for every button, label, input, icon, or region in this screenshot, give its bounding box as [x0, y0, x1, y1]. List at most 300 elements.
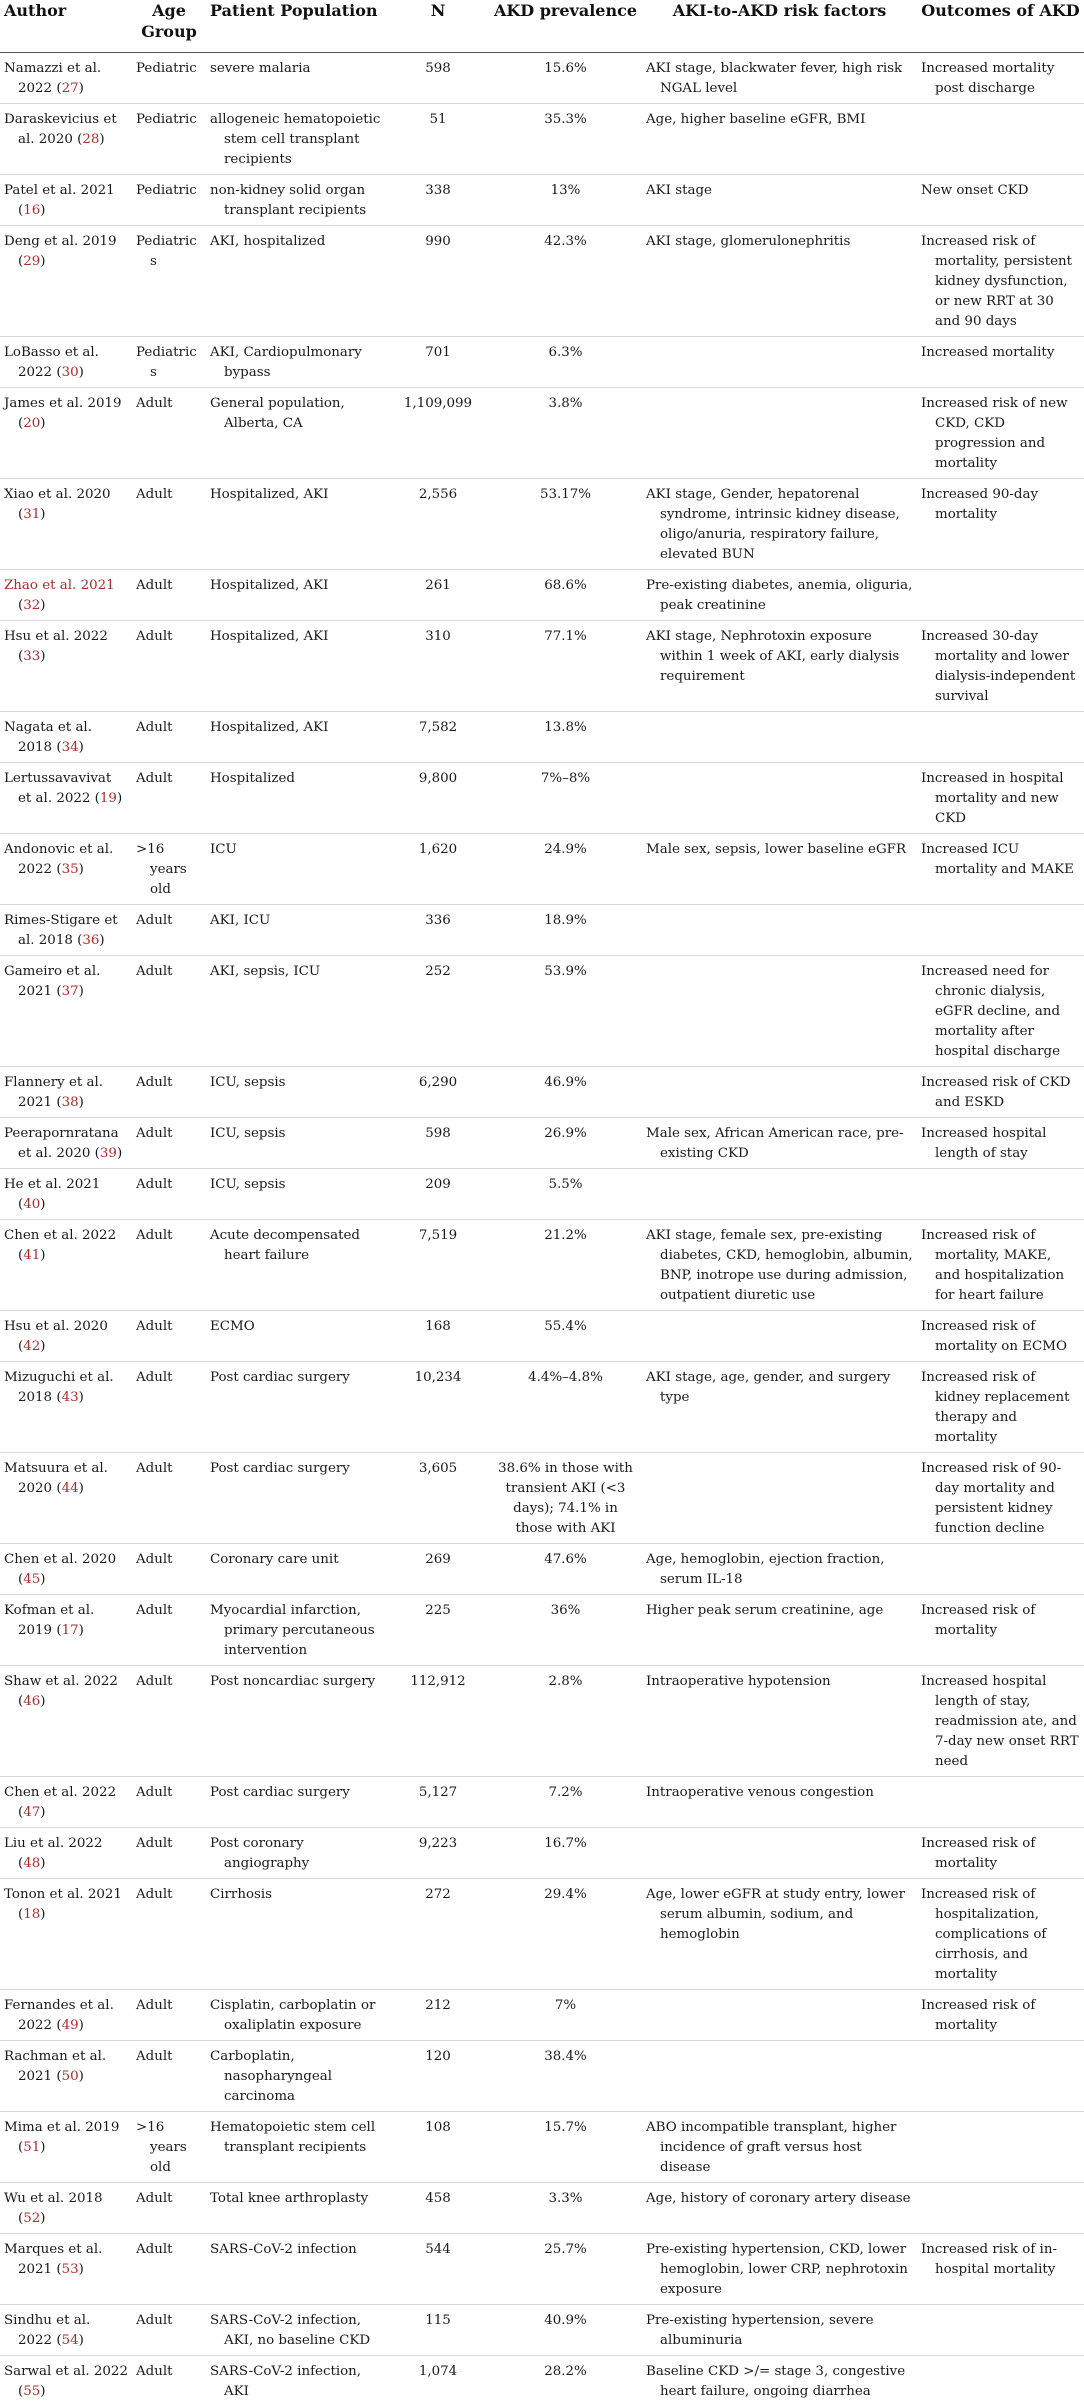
- cell-population: [206, 1879, 387, 1990]
- cell-n-text: 272: [425, 1887, 451, 1902]
- cell-n: [387, 388, 489, 479]
- cell-author: [0, 1067, 132, 1118]
- cell-age-group-text: Adult: [136, 1175, 202, 1195]
- cell-population: [206, 570, 387, 621]
- cell-age-group: [132, 2234, 206, 2305]
- cell-population: [206, 1169, 387, 1220]
- cell-author: [0, 175, 132, 226]
- cell-author: [0, 2356, 132, 2406]
- cell-age-group-text: Adult: [136, 1783, 202, 1803]
- reference-link[interactable]: 52: [23, 2211, 40, 2226]
- reference-link[interactable]: 44: [62, 1481, 79, 1496]
- cell-risk-factors: [642, 1990, 917, 2041]
- reference-link[interactable]: 48: [23, 1856, 40, 1871]
- cell-prevalence: [489, 175, 642, 226]
- cell-population-text: AKI, sepsis, ICU: [210, 962, 383, 982]
- cell-population-text: Acute decompensated heart failure: [210, 1226, 383, 1266]
- cell-n-text: 9,800: [419, 771, 457, 786]
- reference-link[interactable]: 41: [23, 1248, 40, 1263]
- author-entry: Flannery et al. 2021 (38): [4, 1073, 128, 1113]
- reference-link[interactable]: 34: [62, 740, 79, 755]
- author-entry: LoBasso et al. 2022 (30): [4, 343, 128, 383]
- cell-population: [206, 479, 387, 570]
- author-entry: James et al. 2019 (20): [4, 394, 128, 434]
- cell-author: [0, 1666, 132, 1777]
- table-row: [0, 226, 1084, 337]
- cell-age-group: [132, 834, 206, 905]
- cell-n: [387, 1595, 489, 1666]
- cell-age-group-text: Adult: [136, 1834, 202, 1854]
- cell-outcome-text: Increased hospital length of stay: [921, 1124, 1080, 1164]
- cell-prevalence-text: 13%: [551, 183, 581, 198]
- cell-risk-factors: [642, 1544, 917, 1595]
- cell-prevalence: [489, 1220, 642, 1311]
- cell-author: [0, 905, 132, 956]
- author-entry: Fernandes et al. 2022 (49): [4, 1996, 128, 2036]
- cell-author: [0, 2112, 132, 2183]
- author-name: Hsu et al. 2022: [4, 629, 108, 644]
- table-row: [0, 1453, 1084, 1544]
- cell-population-text: Total knee arthroplasty: [210, 2189, 383, 2209]
- cell-population: [206, 763, 387, 834]
- header-n: N: [387, 0, 489, 53]
- cell-risk-factors-text: Pre-existing hypertension, CKD, lower hemoglobin, lower CRP, nephrotoxin exposure: [646, 2240, 913, 2300]
- cell-age-group: [132, 2183, 206, 2234]
- cell-prevalence-text: 6.3%: [548, 345, 582, 360]
- cell-risk-factors-text: Age, history of coronary artery disease: [646, 2189, 913, 2209]
- cell-prevalence-text: 18.9%: [544, 913, 587, 928]
- table-row: [0, 1118, 1084, 1169]
- cell-prevalence-text: 53.17%: [540, 487, 591, 502]
- cell-age-group: [132, 226, 206, 337]
- cell-n: [387, 175, 489, 226]
- reference-link[interactable]: 45: [23, 1572, 40, 1587]
- cell-n-text: 458: [425, 2191, 451, 2206]
- author-name: Chen et al. 2022: [4, 1785, 116, 1800]
- table-row: [0, 1311, 1084, 1362]
- cell-population: [206, 175, 387, 226]
- reference-link[interactable]: 39: [100, 1146, 117, 1161]
- cell-population: [206, 1311, 387, 1362]
- cell-outcome: [917, 1169, 1084, 1220]
- reference-link[interactable]: 49: [62, 2018, 79, 2033]
- cell-age-group-text: Adult: [136, 1601, 202, 1621]
- cell-risk-factors: [642, 1777, 917, 1828]
- author-entry: Marques et al. 2021 (53): [4, 2240, 128, 2280]
- header-author: Author: [0, 0, 132, 53]
- table-body: [0, 53, 1084, 2406]
- cell-n: [387, 621, 489, 712]
- cell-risk-factors: [642, 337, 917, 388]
- cell-age-group-text: Adult: [136, 485, 202, 505]
- cell-outcome: [917, 53, 1084, 104]
- cell-n-text: 7,582: [419, 720, 457, 735]
- cell-population-text: Post cardiac surgery: [210, 1783, 383, 1803]
- table-row: [0, 1220, 1084, 1311]
- cell-population-text: ICU: [210, 840, 383, 860]
- cell-age-group-text: Adult: [136, 911, 202, 931]
- author-entry: Hsu et al. 2020 (42): [4, 1317, 128, 1357]
- cell-n: [387, 834, 489, 905]
- cell-outcome: [917, 2234, 1084, 2305]
- cell-n-text: 1,074: [419, 2364, 457, 2379]
- cell-prevalence: [489, 905, 642, 956]
- author-name: Sindhu et al. 2022: [4, 2313, 90, 2348]
- reference-link[interactable]: 35: [62, 862, 79, 877]
- reference-link[interactable]: 42: [23, 1339, 40, 1354]
- cell-population: [206, 712, 387, 763]
- cell-author: [0, 1311, 132, 1362]
- cell-risk-factors-text: AKI stage: [646, 181, 913, 201]
- table-header: [0, 0, 1084, 53]
- cell-risk-factors: [642, 2183, 917, 2234]
- cell-outcome: [917, 479, 1084, 570]
- reference-link[interactable]: 33: [23, 649, 40, 664]
- author-name: Marques et al. 2021: [4, 2242, 102, 2277]
- cell-age-group: [132, 337, 206, 388]
- cell-n: [387, 2041, 489, 2112]
- cell-outcome: [917, 175, 1084, 226]
- reference-link[interactable]: 38: [62, 1095, 79, 1110]
- cell-prevalence: [489, 1067, 642, 1118]
- table-row: [0, 388, 1084, 479]
- cell-author: [0, 1220, 132, 1311]
- author-entry: Sindhu et al. 2022 (54): [4, 2311, 128, 2351]
- cell-outcome: [917, 1362, 1084, 1453]
- cell-n: [387, 2183, 489, 2234]
- author-name: Tonon et al. 2021: [4, 1887, 122, 1902]
- cell-risk-factors: [642, 1067, 917, 1118]
- cell-age-group-text: Adult: [136, 1885, 202, 1905]
- cell-population-text: Carboplatin, nasopharyngeal carcinoma: [210, 2047, 383, 2107]
- cell-risk-factors: [642, 905, 917, 956]
- cell-prevalence: [489, 570, 642, 621]
- cell-age-group: [132, 712, 206, 763]
- header-outcomes: Outcomes of AKD: [917, 0, 1084, 53]
- reference-link[interactable]: 30: [62, 365, 79, 380]
- cell-risk-factors-text: Male sex, African American race, pre-existing CKD: [646, 1124, 913, 1164]
- cell-author: [0, 1362, 132, 1453]
- cell-prevalence-text: 40.9%: [544, 2313, 587, 2328]
- cell-author: [0, 834, 132, 905]
- cell-age-group-text: Adult: [136, 1226, 202, 1246]
- author-name[interactable]: Zhao et al. 2021: [4, 578, 115, 593]
- reference-link[interactable]: 50: [62, 2069, 79, 2084]
- author-name: Wu et al. 2018: [4, 2191, 103, 2206]
- author-entry: Kofman et al. 2019 (17): [4, 1601, 128, 1641]
- table-row: [0, 956, 1084, 1067]
- cell-risk-factors: [642, 1828, 917, 1879]
- author-entry: Gameiro et al. 2021 (37): [4, 962, 128, 1002]
- cell-risk-factors: [642, 621, 917, 712]
- cell-population: [206, 1828, 387, 1879]
- cell-risk-factors-text: Age, lower eGFR at study entry, lower serum albumin, sodium, and hemoglobin: [646, 1885, 913, 1945]
- cell-prevalence: [489, 2112, 642, 2183]
- cell-n-text: 3,605: [419, 1461, 457, 1476]
- cell-n-text: 5,127: [419, 1785, 457, 1800]
- author-name: Mima et al. 2019: [4, 2120, 119, 2135]
- cell-risk-factors: [642, 712, 917, 763]
- cell-outcome-text: New onset CKD: [921, 181, 1080, 201]
- cell-risk-factors: [642, 1118, 917, 1169]
- author-name: Daraskevicius et al. 2020: [4, 112, 117, 147]
- cell-age-group-text: Adult: [136, 2362, 202, 2382]
- cell-population: [206, 1595, 387, 1666]
- author-entry: Rachman et al. 2021 (50): [4, 2047, 128, 2087]
- cell-prevalence: [489, 1595, 642, 1666]
- table-row: [0, 104, 1084, 175]
- reference-link[interactable]: 18: [23, 1907, 40, 1922]
- cell-prevalence: [489, 2234, 642, 2305]
- cell-age-group: [132, 1828, 206, 1879]
- header-prevalence: AKD prevalence: [489, 0, 642, 53]
- cell-author: [0, 763, 132, 834]
- cell-n: [387, 1990, 489, 2041]
- cell-n: [387, 1666, 489, 1777]
- cell-prevalence: [489, 956, 642, 1067]
- author-entry: Patel et al. 2021 (16): [4, 181, 128, 221]
- cell-age-group: [132, 53, 206, 104]
- cell-risk-factors: [642, 53, 917, 104]
- header-risk-factors: AKI-to-AKD risk factors: [642, 0, 917, 53]
- cell-population: [206, 834, 387, 905]
- table-row: [0, 905, 1084, 956]
- cell-outcome: [917, 1220, 1084, 1311]
- cell-n-text: 225: [425, 1603, 451, 1618]
- cell-outcome-text: Increased risk of mortality: [921, 1834, 1080, 1874]
- cell-risk-factors: [642, 388, 917, 479]
- author-name: Liu et al. 2022: [4, 1836, 102, 1851]
- cell-age-group-text: >16 years old: [136, 2118, 202, 2178]
- cell-risk-factors: [642, 956, 917, 1067]
- cell-prevalence: [489, 1311, 642, 1362]
- cell-n-text: 9,223: [419, 1836, 457, 1851]
- cell-prevalence-text: 24.9%: [544, 842, 587, 857]
- cell-risk-factors: [642, 1879, 917, 1990]
- cell-age-group: [132, 104, 206, 175]
- table-row: [0, 337, 1084, 388]
- cell-population: [206, 2041, 387, 2112]
- author-entry: Sarwal et al. 2022 (55): [4, 2362, 128, 2402]
- cell-outcome: [917, 956, 1084, 1067]
- author-name: Matsuura et al. 2020: [4, 1461, 108, 1496]
- cell-n: [387, 1828, 489, 1879]
- cell-population: [206, 1362, 387, 1453]
- reference-link[interactable]: 29: [23, 254, 40, 269]
- cell-n: [387, 2356, 489, 2406]
- cell-population-text: Cisplatin, carboplatin or oxaliplatin exposure: [210, 1996, 383, 2036]
- cell-age-group-text: Adult: [136, 2189, 202, 2209]
- cell-risk-factors-text: Male sex, sepsis, lower baseline eGFR: [646, 840, 913, 860]
- cell-age-group-text: Adult: [136, 1368, 202, 1388]
- table-row: [0, 53, 1084, 104]
- table-row: [0, 1879, 1084, 1990]
- cell-outcome: [917, 1544, 1084, 1595]
- reference-link[interactable]: 28: [82, 132, 99, 147]
- cell-risk-factors-text: Age, higher baseline eGFR, BMI: [646, 110, 913, 130]
- cell-population: [206, 2305, 387, 2356]
- header-age-group: Age Group: [132, 0, 206, 53]
- cell-outcome: [917, 2356, 1084, 2406]
- cell-n-text: 1,620: [419, 842, 457, 857]
- cell-population-text: ICU, sepsis: [210, 1175, 383, 1195]
- table-row: [0, 2183, 1084, 2234]
- reference-link[interactable]: 20: [23, 416, 40, 431]
- cell-population-text: non-kidney solid organ transplant recipients: [210, 181, 383, 221]
- cell-outcome-text: Increased risk of in- hospital mortality: [921, 2240, 1080, 2280]
- cell-author: [0, 570, 132, 621]
- cell-outcome: [917, 621, 1084, 712]
- cell-age-group-text: Adult: [136, 962, 202, 982]
- cell-author: [0, 2305, 132, 2356]
- cell-age-group-text: Adult: [136, 627, 202, 647]
- reference-link[interactable]: 46: [23, 1694, 40, 1709]
- reference-link[interactable]: 55: [23, 2384, 40, 2399]
- author-name: Mizuguchi et al. 2018: [4, 1370, 114, 1405]
- reference-link[interactable]: 19: [100, 791, 117, 806]
- reference-link[interactable]: 40: [23, 1197, 40, 1212]
- cell-age-group: [132, 1311, 206, 1362]
- cell-population: [206, 337, 387, 388]
- cell-outcome: [917, 1777, 1084, 1828]
- cell-n: [387, 104, 489, 175]
- cell-outcome-text: Increased risk of hospitalization, complications of cirrhosis, and mortality: [921, 1885, 1080, 1985]
- cell-author: [0, 2234, 132, 2305]
- reference-link[interactable]: 17: [62, 1623, 79, 1638]
- cell-risk-factors-text: AKI stage, age, gender, and surgery type: [646, 1368, 913, 1408]
- cell-age-group: [132, 1666, 206, 1777]
- cell-outcome-text: Increased 90-day mortality: [921, 485, 1080, 525]
- author-entry: Zhao et al. 2021 (32): [4, 576, 128, 616]
- cell-risk-factors-text: ABO incompatible transplant, higher incidence of graft versus host disease: [646, 2118, 913, 2178]
- cell-age-group-text: Pediatric: [136, 110, 202, 130]
- reference-link[interactable]: 54: [62, 2333, 79, 2348]
- cell-n-text: 120: [425, 2049, 451, 2064]
- table-row: [0, 1595, 1084, 1666]
- author-entry: Namazzi et al. 2022 (27): [4, 59, 128, 99]
- reference-link[interactable]: 37: [62, 984, 79, 999]
- cell-n: [387, 712, 489, 763]
- author-entry: Matsuura et al. 2020 (44): [4, 1459, 128, 1499]
- cell-n: [387, 2305, 489, 2356]
- cell-age-group: [132, 1879, 206, 1990]
- cell-population: [206, 388, 387, 479]
- reference-link[interactable]: 31: [23, 507, 40, 522]
- cell-population: [206, 1118, 387, 1169]
- reference-link[interactable]: 47: [23, 1805, 40, 1820]
- table-row: [0, 479, 1084, 570]
- cell-population: [206, 905, 387, 956]
- cell-age-group-text: Pediatrics: [136, 343, 202, 383]
- cell-population-text: Hematopoietic stem cell transplant recipients: [210, 2118, 383, 2158]
- cell-prevalence: [489, 712, 642, 763]
- cell-n-text: 261: [425, 578, 451, 593]
- cell-author: [0, 1990, 132, 2041]
- cell-population: [206, 956, 387, 1067]
- cell-age-group: [132, 388, 206, 479]
- cell-outcome: [917, 1879, 1084, 1990]
- cell-risk-factors: [642, 1595, 917, 1666]
- author-entry: He et al. 2021 (40): [4, 1175, 128, 1215]
- cell-risk-factors: [642, 2234, 917, 2305]
- cell-risk-factors: [642, 763, 917, 834]
- cell-outcome: [917, 2305, 1084, 2356]
- cell-prevalence-text: 21.2%: [544, 1228, 587, 1243]
- cell-author: [0, 956, 132, 1067]
- cell-prevalence: [489, 1118, 642, 1169]
- cell-n: [387, 1362, 489, 1453]
- cell-age-group-text: Adult: [136, 769, 202, 789]
- cell-outcome: [917, 1118, 1084, 1169]
- reference-link[interactable]: 51: [23, 2140, 40, 2155]
- cell-outcome-text: Increased risk of mortality, MAKE, and hospitalization for heart failure: [921, 1226, 1080, 1306]
- reference-link[interactable]: 16: [23, 203, 40, 218]
- author-name: Hsu et al. 2020: [4, 1319, 108, 1334]
- cell-author: [0, 2183, 132, 2234]
- table-row: [0, 1666, 1084, 1777]
- cell-population-text: Hospitalized, AKI: [210, 576, 383, 596]
- cell-population: [206, 226, 387, 337]
- author-name: Chen et al. 2022: [4, 1228, 116, 1243]
- cell-population-text: SARS-CoV-2 infection, AKI: [210, 2362, 383, 2402]
- cell-risk-factors: [642, 2356, 917, 2406]
- cell-n: [387, 337, 489, 388]
- author-name: He et al. 2021: [4, 1177, 100, 1192]
- cell-population-text: SARS-CoV-2 infection, AKI, no baseline CKD: [210, 2311, 383, 2351]
- cell-outcome-text: Increased risk of mortality on ECMO: [921, 1317, 1080, 1357]
- cell-prevalence: [489, 1666, 642, 1777]
- cell-author: [0, 388, 132, 479]
- reference-link[interactable]: 43: [62, 1390, 79, 1405]
- cell-outcome: [917, 834, 1084, 905]
- reference-link[interactable]: 53: [62, 2262, 79, 2277]
- cell-n: [387, 1544, 489, 1595]
- cell-age-group: [132, 479, 206, 570]
- cell-age-group: [132, 1118, 206, 1169]
- table-row: [0, 763, 1084, 834]
- reference-link[interactable]: 32: [23, 598, 40, 613]
- table-row: [0, 1777, 1084, 1828]
- cell-n: [387, 226, 489, 337]
- cell-outcome-text: Increased mortality: [921, 343, 1080, 363]
- author-name: Andonovic et al. 2022: [4, 842, 113, 877]
- cell-n: [387, 2112, 489, 2183]
- author-name: James et al. 2019: [4, 396, 122, 411]
- cell-prevalence: [489, 1777, 642, 1828]
- reference-link[interactable]: 27: [62, 81, 79, 96]
- cell-risk-factors-text: AKI stage, Nephrotoxin exposure within 1 week of AKI, early dialysis requirement: [646, 627, 913, 687]
- cell-n-text: 336: [425, 913, 451, 928]
- cell-prevalence: [489, 53, 642, 104]
- cell-outcome: [917, 388, 1084, 479]
- cell-age-group-text: Pediatrics: [136, 232, 202, 272]
- cell-population: [206, 1666, 387, 1777]
- cell-population-text: Post noncardiac surgery: [210, 1672, 383, 1692]
- cell-n-text: 108: [425, 2120, 451, 2135]
- cell-risk-factors-text: Intraoperative venous congestion: [646, 1783, 913, 1803]
- cell-outcome-text: Increased ICU mortality and MAKE: [921, 840, 1080, 880]
- table-row: [0, 1544, 1084, 1595]
- table-row: [0, 2356, 1084, 2406]
- cell-risk-factors-text: Higher peak serum creatinine, age: [646, 1601, 913, 1621]
- cell-prevalence: [489, 479, 642, 570]
- author-entry: Xiao et al. 2020 (31): [4, 485, 128, 525]
- reference-link[interactable]: 36: [82, 933, 99, 948]
- cell-outcome: [917, 905, 1084, 956]
- author-name: Chen et al. 2020: [4, 1552, 116, 1567]
- author-name: Flannery et al. 2021: [4, 1075, 103, 1110]
- cell-n-text: 212: [425, 1998, 451, 2013]
